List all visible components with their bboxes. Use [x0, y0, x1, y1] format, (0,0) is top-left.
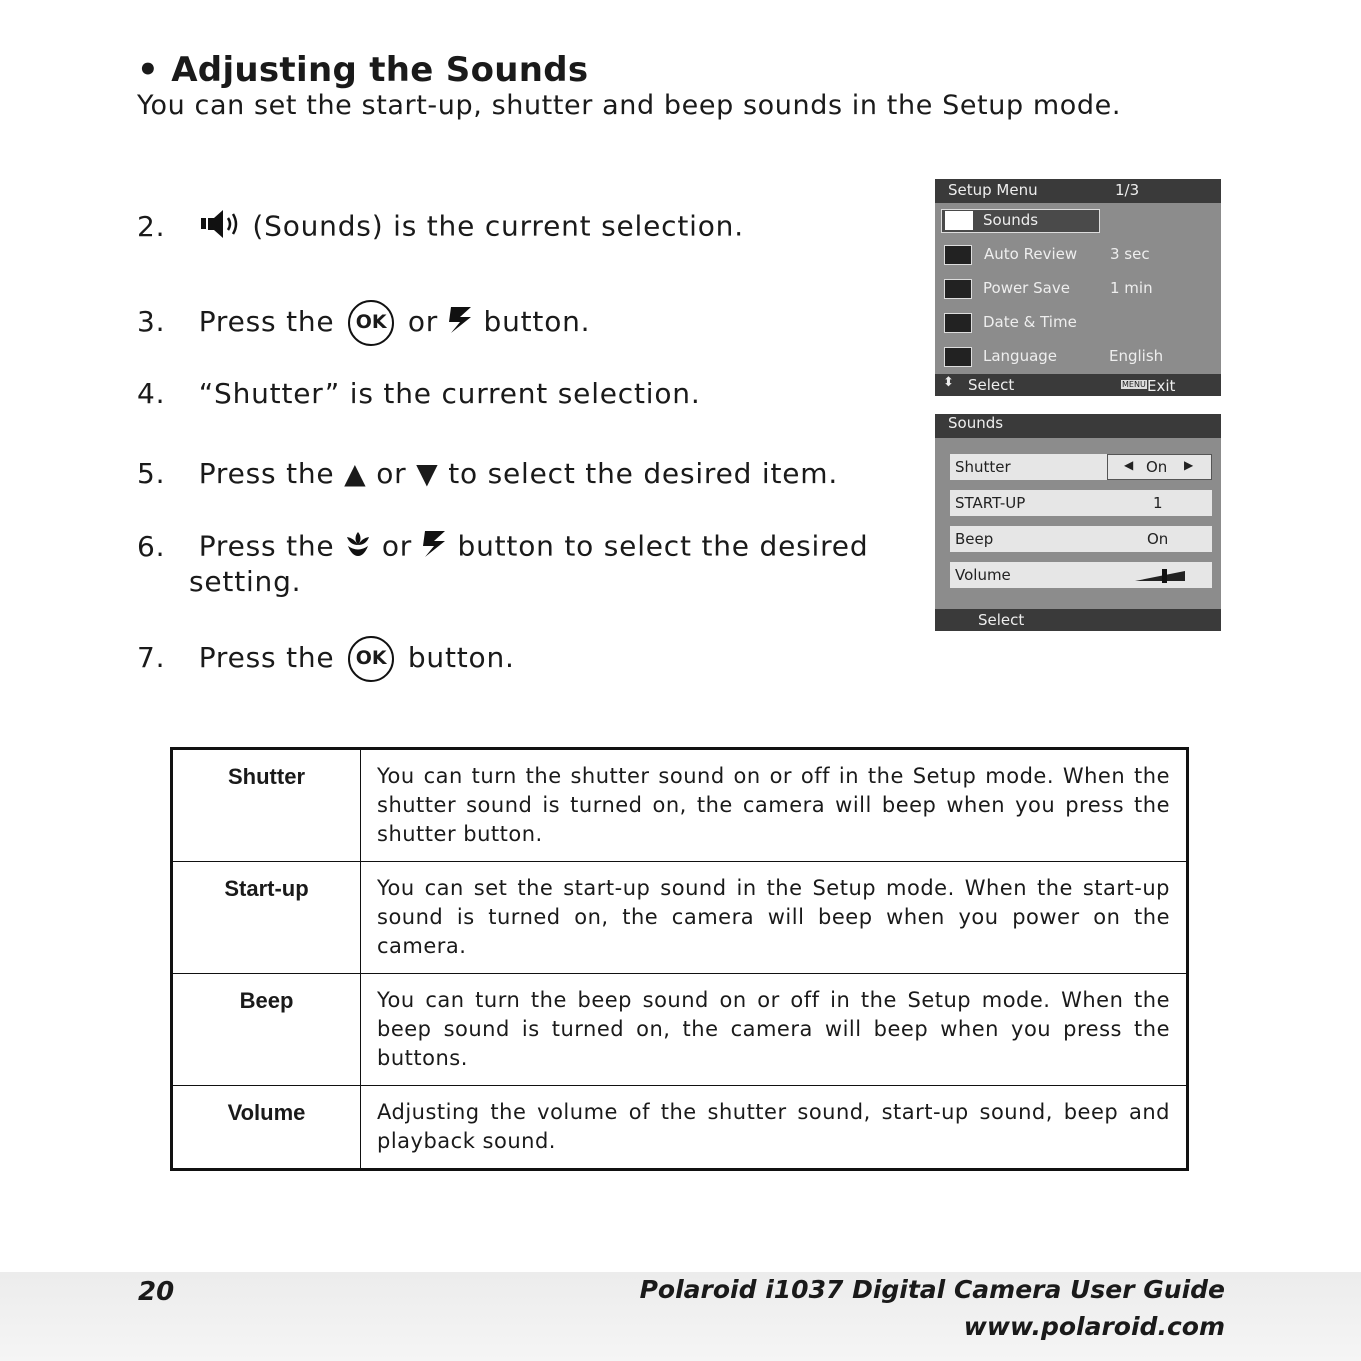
sounds-row-label: Volume — [955, 566, 1011, 584]
step-text: Press the — [198, 641, 335, 674]
sounds-row-value: On — [1147, 530, 1169, 548]
setup-menu-titlebar — [935, 179, 1221, 203]
language-icon — [944, 347, 972, 367]
menu-item-label: Sounds — [983, 211, 1039, 229]
sounds-row-label: START-UP — [955, 494, 1026, 512]
up-arrow-icon: ▲ — [344, 457, 367, 490]
table-row-label: Shutter — [172, 749, 361, 862]
step-text: Press the — [198, 305, 335, 338]
step-text: Press the — [198, 457, 335, 490]
sounds-row-startup[interactable] — [950, 490, 1212, 516]
step-text: button. — [407, 641, 515, 674]
table-row-label: Start-up — [172, 862, 361, 974]
page-title: Adjusting the Sounds — [171, 50, 589, 90]
speaker-icon — [199, 208, 243, 247]
sounds-row-volume[interactable] — [950, 562, 1212, 588]
sounds-row-value: 1 — [1153, 494, 1163, 512]
down-arrow-icon: ▼ — [416, 457, 439, 490]
step-text: button to select the desired — [457, 529, 869, 563]
sounds-row-label: Shutter — [955, 458, 1011, 476]
sounds-row-beep[interactable] — [950, 526, 1212, 552]
right-arrow-icon[interactable]: ▶ — [1184, 458, 1194, 472]
sounds-icon — [945, 211, 973, 230]
sounds-menu-footer — [935, 609, 1221, 631]
step-text: (Sounds) is the current selection. — [252, 209, 744, 243]
sounds-row-value: On — [1146, 458, 1168, 476]
date-time-icon — [944, 313, 972, 333]
table-row-description: You can set the start-up sound in the Setup mode. When the start-up sound is turned on, the camera will beep when you power on the camera. — [361, 862, 1188, 974]
step-7 — [137, 636, 515, 682]
footer-exit-label: Exit — [1147, 377, 1176, 395]
setup-menu-screen — [935, 179, 1221, 396]
ok-button-icon: OK — [348, 636, 394, 682]
heading-bullet: • — [137, 50, 160, 90]
table-row — [172, 749, 1188, 862]
website-link[interactable]: www.polaroid.com — [963, 1312, 1225, 1341]
step-6 — [137, 529, 868, 566]
setup-menu-item-auto-review[interactable] — [935, 242, 1221, 270]
page-number: 20 — [138, 1277, 175, 1307]
menu-item-label: Power Save — [983, 279, 1070, 297]
volume-slider-thumb[interactable] — [1162, 569, 1167, 583]
menu-item-label: Language — [983, 347, 1058, 365]
setup-menu-item-date-time[interactable] — [935, 310, 1221, 338]
table-row-label: Beep — [172, 974, 361, 1086]
setup-menu-item-power-save[interactable] — [935, 276, 1221, 304]
step-text: button. — [483, 305, 591, 338]
step-number: 6. — [137, 529, 166, 563]
sounds-row-shutter[interactable] — [950, 454, 1212, 480]
guide-title: Polaroid i1037 Digital Camera User Guide — [639, 1275, 1225, 1304]
step-5 — [137, 457, 838, 490]
step-number: 3. — [137, 305, 166, 338]
footer-select-label: Select — [978, 611, 1025, 629]
menu-item-value: 3 sec — [1110, 245, 1150, 263]
sounds-menu-titlebar — [935, 414, 1221, 438]
step-text: or — [376, 457, 407, 490]
step-number: 4. — [137, 377, 166, 410]
intro-text: You can set the start-up, shutter and beep sounds in the Setup mode. — [137, 90, 1122, 121]
setup-menu-title: Setup Menu — [948, 181, 1038, 199]
sounds-menu-screen — [935, 414, 1221, 631]
setup-menu-item-language[interactable] — [935, 344, 1221, 372]
ok-button-icon: OK — [348, 300, 394, 346]
volume-slider[interactable] — [1133, 567, 1187, 583]
step-text: or — [407, 305, 439, 338]
shutter-value-selector[interactable] — [1107, 454, 1212, 480]
auto-review-icon — [944, 245, 972, 265]
menu-item-value: English — [1109, 347, 1164, 365]
sounds-menu-title: Sounds — [948, 414, 1004, 432]
table-row — [172, 862, 1188, 974]
table-row — [172, 974, 1188, 1086]
table-row-description: Adjusting the volume of the shutter sound, start-up sound, beep and playback sound. — [361, 1086, 1188, 1170]
step-number: 7. — [137, 641, 166, 674]
sounds-row-label: Beep — [955, 530, 994, 548]
step-text: “Shutter” is the current selection. — [198, 377, 701, 410]
footer-select-label: Select — [968, 376, 1015, 394]
sound-settings-table — [170, 747, 1189, 1171]
table-row-label: Volume — [172, 1086, 361, 1170]
table-row — [172, 1086, 1188, 1170]
setup-menu-footer — [935, 374, 1221, 396]
step-4 — [137, 377, 701, 410]
menu-item-label: Date & Time — [983, 313, 1077, 331]
step-text: to select the desired item. — [448, 457, 839, 490]
step-text: Press the — [198, 529, 335, 563]
table-row-description: You can turn the shutter sound on or off in the Setup mode. When the shutter sound is turned on, the camera will beep when you press the shutter button. — [361, 749, 1188, 862]
left-arrow-icon[interactable]: ◀ — [1124, 458, 1134, 472]
menu-item-value: 1 min — [1110, 279, 1153, 297]
flash-icon — [422, 529, 448, 566]
step-number: 5. — [137, 457, 166, 490]
section-heading — [137, 50, 588, 90]
flash-icon — [448, 305, 474, 342]
table-row-description: You can turn the beep sound on or off in the Setup mode. When the beep sound is turned on, the camera will beep when you press the buttons. — [361, 974, 1188, 1086]
macro-icon — [344, 529, 372, 566]
menu-button-icon: MENU — [1122, 380, 1146, 389]
step-3 — [137, 300, 590, 346]
navigate-arrows-icon: ⬍ — [943, 375, 954, 390]
power-save-icon — [944, 279, 972, 299]
setup-menu-page: 1/3 — [1115, 181, 1140, 199]
step-number: 2. — [137, 209, 166, 243]
step-2 — [137, 208, 744, 247]
step-text: or — [381, 529, 413, 563]
step-6-continued: setting. — [189, 565, 302, 598]
setup-menu-item-sounds[interactable] — [935, 208, 1221, 236]
menu-item-label: Auto Review — [984, 245, 1078, 263]
